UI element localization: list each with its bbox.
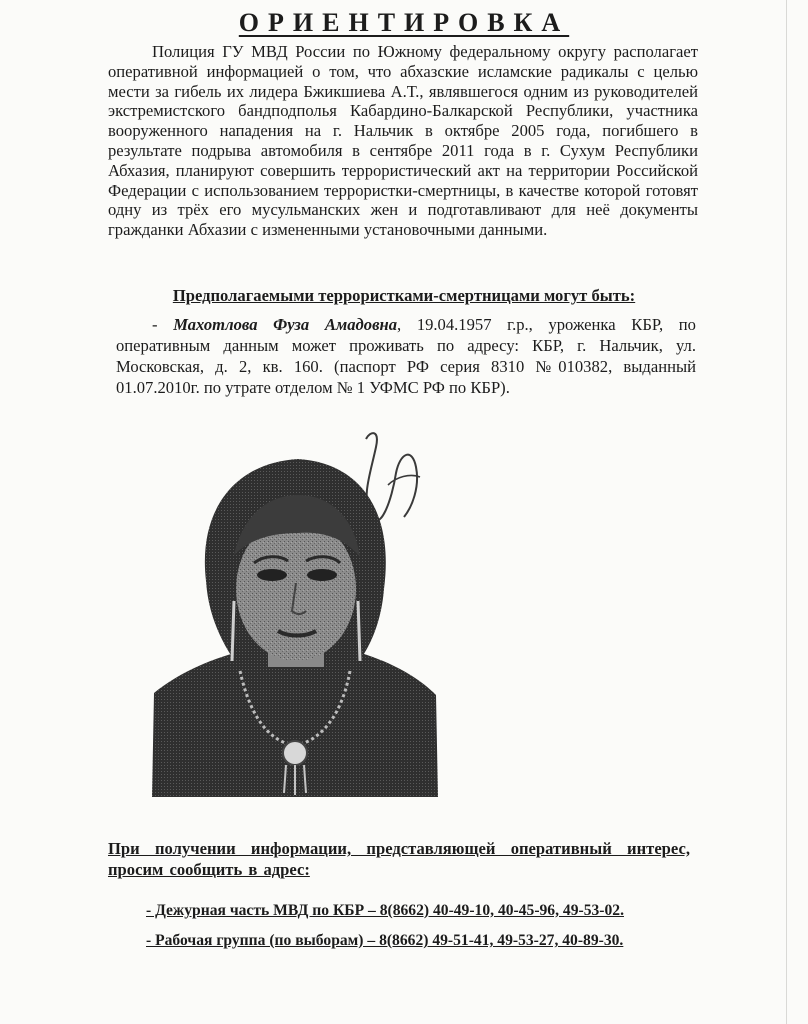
contact-working-group: - Рабочая группа (по выборам) – 8(8662) 49-51-41, 49-53-27, 40-89-30. — [146, 932, 624, 949]
suspect-details: , 19.04.1957 г.р., уроженка КБР, по оперативным данным может проживать по адресу: КБР, г. Нальчик, ул. Московская, д. 2, кв. 160. (паспорт РФ серия 8310 №010382, выданный 01.07.2010г. по утрате отделом № 1 УФМС РФ по КБР). — [116, 315, 696, 397]
scan-edge-line — [786, 0, 787, 1024]
suspects-heading: Предполагаемыми террористками-смертницами могут быть: — [172, 286, 636, 305]
suspect-name: Махотлова Фуза Амадовна — [173, 315, 398, 334]
contact-duty-unit: - Дежурная часть МВД по КБР – 8(8662) 40-49-10, 40-45-96, 49-53-02. — [146, 902, 624, 919]
suspect-entry — [116, 314, 696, 398]
main-paragraph: Полиция ГУ МВД России по Южному федеральному округу располагает оперативной информацией о том, что абхазские исламские радикалы с целью мести за гибель их лидера Бжикшиева А.Т., являвшегося одним из руководителей экстремистского бандподполья Кабардино-Балкарской Республики, участника вооруженного нападения на г. Нальчик в октябре 2005 года, погибшего в результате подрыва автомобиля в сентябре 2011 года в г. Сухум Республики Абхазия, планируют совершить террористический акт на территории Российской Федерации с использованием террористки-смертницы, в качестве которой готовят одну из трёх его мусульманских жен и подготавливают для неё документы гражданки Абхазии с измененными установочными данными. — [108, 42, 698, 240]
document-title: ОРИЕНТИРОВКА — [238, 8, 570, 37]
contact-intro: При получении информации, представляющей оперативный интерес, просим сообщить в адрес: — [108, 839, 690, 879]
suspect-photo — [148, 425, 448, 803]
suspect-prefix: - — [152, 315, 174, 334]
